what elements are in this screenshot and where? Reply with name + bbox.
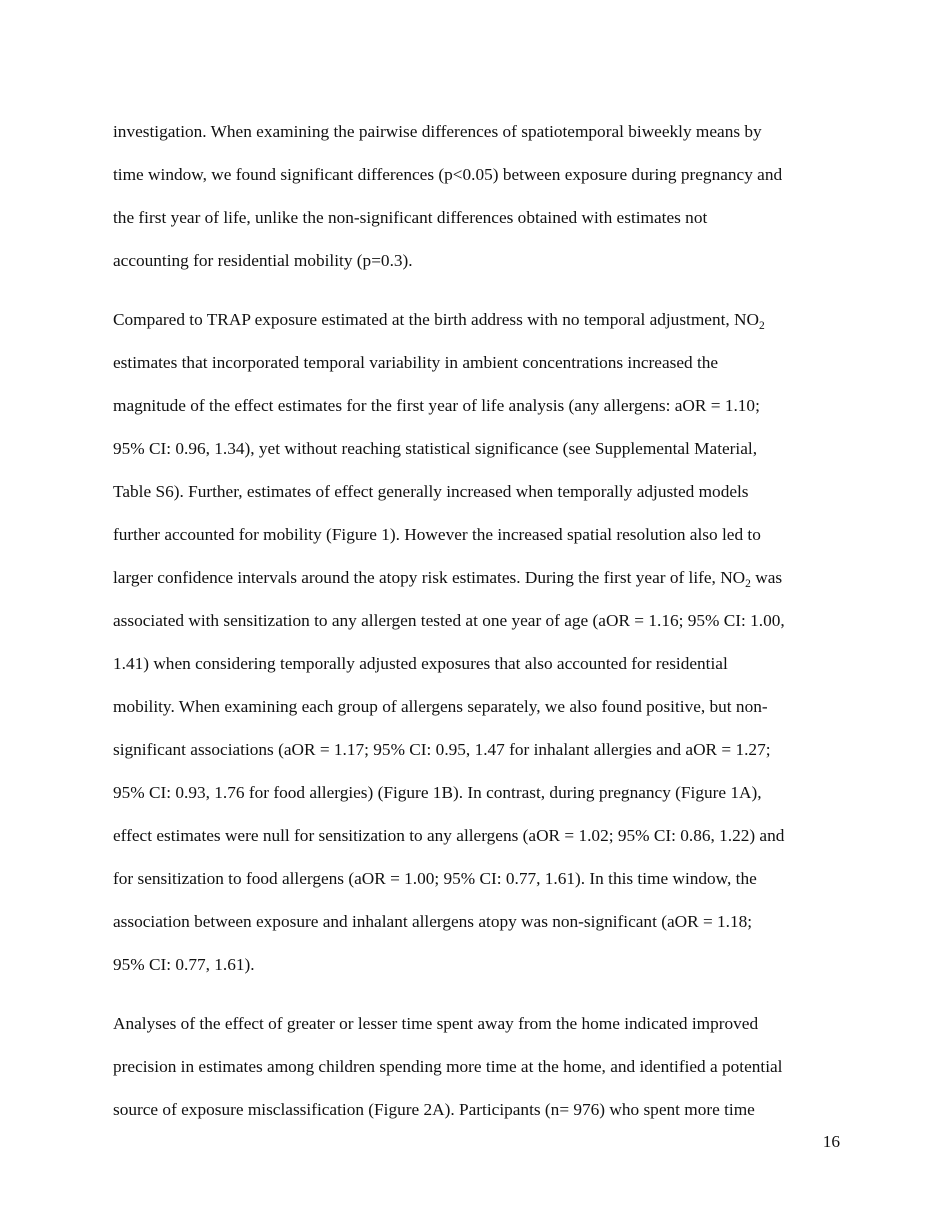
page-number: 16 [822,1132,840,1151]
text-line [113,298,840,341]
text-line: 1.41) when considering temporally adjusted exposures that also accounted for residential [113,654,728,673]
text-line: source of exposure misclassification (Figure 2A). Participants (n= 976) who spent more time [113,1100,755,1119]
text-line: estimates that incorporated temporal variability in ambient concentrations increased the [113,353,719,372]
text-line [113,556,840,599]
text-line: for sensitization to food allergens (aOR = 1.00; 95% CI: 0.77, 1.61). In this time window, the [113,869,757,888]
text-line: time window, we found significant differences (p<0.05) between exposure during pregnancy and [113,165,783,184]
text-line: accounting for residential mobility (p=0.3). [113,251,413,270]
text-line: associated with sensitization to any allergen tested at one year of age (aOR = 1.16; 95% CI: 1.00, [113,611,785,630]
text-line: 95% CI: 0.93, 1.76 for food allergies) (Figure 1B). In contrast, during pregnancy (Figure 1A), [113,783,762,802]
subscript: 2 [745,578,751,590]
text-line: 95% CI: 0.77, 1.61). [113,955,255,974]
text-line: the first year of life, unlike the non-significant differences obtained with estimates not [113,208,708,227]
paragraph-2 [113,298,840,986]
text-line: association between exposure and inhalant allergens atopy was non-significant (aOR = 1.18; [113,912,753,931]
text-line: investigation. When examining the pairwise differences of spatiotemporal biweekly means by [113,122,762,141]
text-segment: was [750,568,783,587]
text-line: further accounted for mobility (Figure 1). However the increased spatial resolution also led to [113,525,761,544]
text-segment: Compared to TRAP exposure estimated at the birth address with no temporal adjustment, NO [113,310,760,329]
text-line: significant associations (aOR = 1.17; 95% CI: 0.95, 1.47 for inhalant allergies and aOR = 1.27; [113,740,771,759]
body-text [113,110,840,1131]
text-line: magnitude of the effect estimates for the first year of life analysis (any allergens: aOR = 1.10; [113,396,760,415]
paragraph-1 [113,110,840,282]
text-segment: larger confidence intervals around the atopy risk estimates. During the first year of life, NO [113,568,746,587]
subscript: 2 [759,320,765,332]
text-line: precision in estimates among children spending more time at the home, and identified a potential [113,1057,783,1076]
text-line: Table S6). Further, estimates of effect generally increased when temporally adjusted models [113,482,749,501]
text-line: Analyses of the effect of greater or lesser time spent away from the home indicated improved [113,1014,759,1033]
text-line: mobility. When examining each group of allergens separately, we also found positive, but non- [113,697,768,716]
text-line: 95% CI: 0.96, 1.34), yet without reaching statistical significance (see Supplemental Material, [113,439,758,458]
text-line: effect estimates were null for sensitization to any allergens (aOR = 1.02; 95% CI: 0.86, 1.22) and [113,826,785,845]
paragraph-3 [113,1002,840,1131]
